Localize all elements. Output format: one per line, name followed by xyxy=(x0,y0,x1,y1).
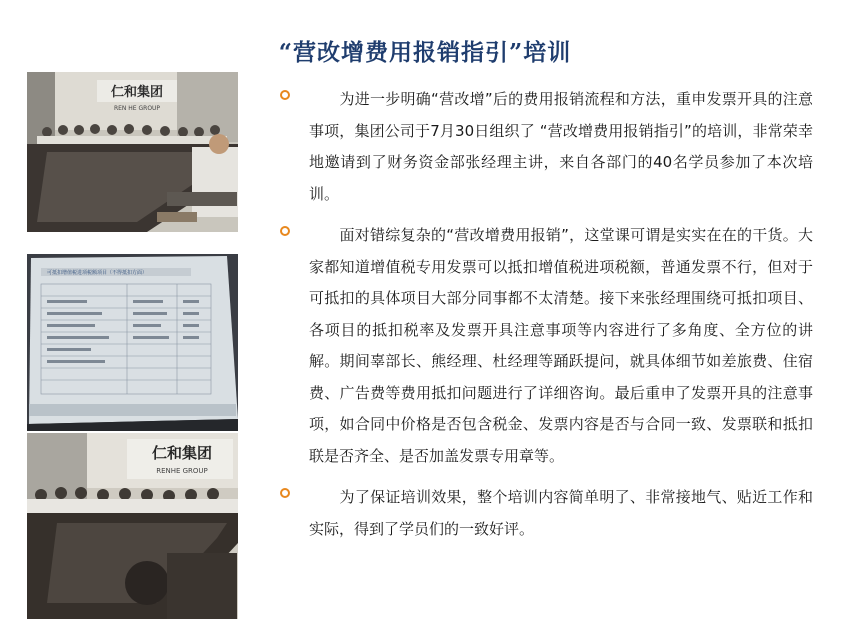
article-body xyxy=(285,84,813,555)
paragraph-text: 面对错综复杂的“营改增费用报销”，这堂课可谓是实实在在的干货。大家都知道增值税专用发票可以抵扣增值税进项税额，普通发票不行，但对于可抵扣的具体项目大部分同事都不太清楚。接下来张经理围绕可抵扣项目、各项目的抵扣税率及发票开具注意事项等内容进行了多角度、全方位的讲解。期间辜部长、熊经理、杜经理等踊跃提问，就具体细节如差旅费、住宿费、广告费等费用抵扣问题进行了详细咨询。最后重申了发票开具的注意事项，如合同中价格是否包含税金、发票内容是否与合同一致、发票联和抵扣联是否齐全、是否加盖发票专用章等。 xyxy=(309,226,813,465)
presentation-screen-photo xyxy=(27,254,238,431)
paragraph-conclusion xyxy=(285,482,813,545)
circle-bullet-icon xyxy=(280,488,290,498)
company-sign-en: REN HE GROUP xyxy=(113,105,161,112)
circle-bullet-icon xyxy=(280,90,290,100)
page-title: “营改增费用报销指引”培训 xyxy=(278,39,572,66)
company-sign: 仁和集团 xyxy=(151,444,213,462)
paragraph-intro xyxy=(285,84,813,210)
paragraph-content xyxy=(285,220,813,472)
training-room-photo-2 xyxy=(27,433,238,619)
paragraph-text: 为了保证培训效果，整个培训内容简单明了、非常接地气、贴近工作和实际，得到了学员们的一致好评。 xyxy=(309,488,813,538)
training-room-photo-1 xyxy=(27,72,238,232)
company-sign-en: RENHE GROUP xyxy=(156,467,208,475)
company-sign: 仁和集团 xyxy=(110,85,164,100)
circle-bullet-icon xyxy=(280,226,290,236)
paragraph-text: 为进一步明确“营改增”后的费用报销流程和方法，重申发票开具的注意事项，集团公司于7月30日组织了 “营改增费用报销指引”的培训，非常荣幸地邀请到了财务资金部张经理主讲，来自各部门的40名学员参加了本次培训。 xyxy=(309,90,813,203)
slide-title: 可抵扣增值税进项税额项目（不得抵扣方面） xyxy=(47,270,148,276)
